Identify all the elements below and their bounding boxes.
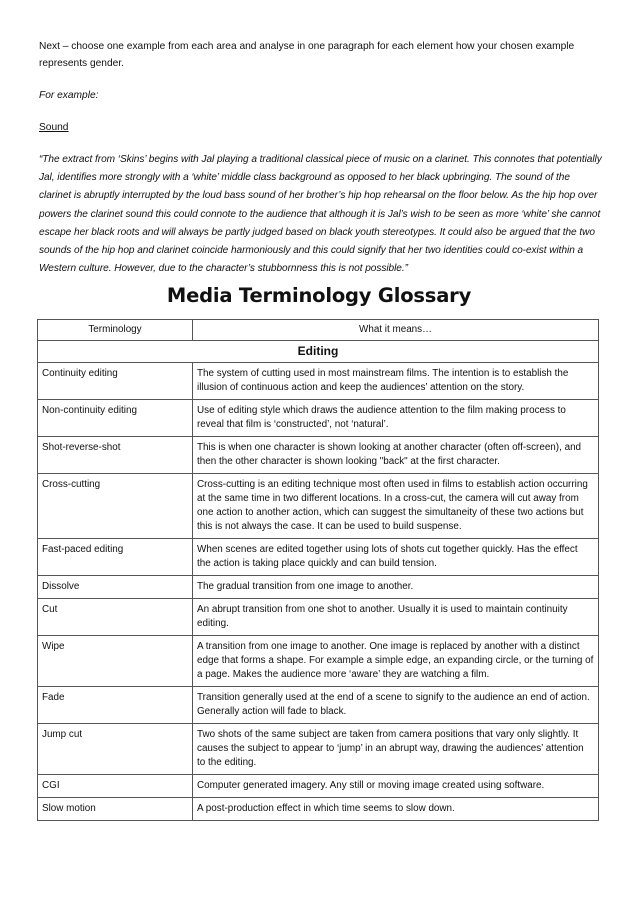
- meaning-header: What it means…: [193, 320, 599, 341]
- table-row: [38, 775, 599, 798]
- table-row: [38, 687, 599, 724]
- definition-cell: Transition generally used at the end of a scene to signify to the audience an end of action. Generally action will fade to black.: [193, 687, 599, 724]
- definition-cell: Two shots of the same subject are taken from camera positions that vary only slightly. It causes the subject to appear to ‘jump’ in an abrupt way, drawing the audiences’ attention to the editing.: [193, 724, 599, 775]
- term-cell: Cross-cutting: [38, 474, 193, 539]
- term-cell: CGI: [38, 775, 193, 798]
- table-row: [38, 437, 599, 474]
- table-row: [38, 636, 599, 687]
- term-cell: Jump cut: [38, 724, 193, 775]
- table-row: [38, 599, 599, 636]
- glossary-table: [37, 319, 599, 821]
- glossary-header-row: [38, 320, 599, 341]
- definition-cell: Cross-cutting is an editing technique most often used in films to establish action occurring at the same time in two different locations. In a cross-cut, the camera will cut away from one action to another action, which can suggest the simultaneity of these two actions but this is not always the case. It can be used to build suspense.: [193, 474, 599, 539]
- definition-cell: Use of editing style which draws the audience attention to the film making process to reveal that film is ‘constructed’, not ‘natural’.: [193, 400, 599, 437]
- table-row: [38, 474, 599, 539]
- terminology-header: Terminology: [38, 320, 193, 341]
- definition-cell: A transition from one image to another. One image is replaced by another with a distinct edge that forms a shape. For example a simple edge, an expanding circle, or the turning of a page. Makes the audience more ‘aware’ they are watching a film.: [193, 636, 599, 687]
- definition-cell: An abrupt transition from one shot to another. Usually it is used to maintain continuity editing.: [193, 599, 599, 636]
- table-row: [38, 798, 599, 821]
- definition-cell: This is when one character is shown looking at another character (often off-screen), and then the other character is shown looking "back" at the first character.: [193, 437, 599, 474]
- section-row: [38, 341, 599, 363]
- table-row: [38, 400, 599, 437]
- term-cell: Continuity editing: [38, 363, 193, 400]
- table-row: [38, 576, 599, 599]
- definition-cell: When scenes are edited together using lots of shots cut together quickly. Has the effect the action is taking place quickly and can build tension.: [193, 539, 599, 576]
- table-row: [38, 539, 599, 576]
- definition-cell: The system of cutting used in most mainstream films. The intention is to establish the illusion of continuous action and keep the audiences’ attention on the story.: [193, 363, 599, 400]
- table-row: [38, 724, 599, 775]
- instruction-text: Next – choose one example from each area and analyse in one paragraph for each element how your chosen example represents gender.: [39, 41, 575, 69]
- example-label: For example:: [39, 90, 99, 101]
- term-cell: Dissolve: [38, 576, 193, 599]
- term-cell: Wipe: [38, 636, 193, 687]
- term-cell: Fade: [38, 687, 193, 724]
- section-heading-editing: Editing: [38, 341, 599, 363]
- sound-heading: Sound: [39, 122, 69, 133]
- glossary-title: Media Terminology Glossary: [166, 284, 472, 307]
- example-quote: “The extract from ‘Skins’ begins with Jal playing a traditional classical piece of music on a clarinet. This connotes that potentially Jal, identifies more strongly with a ‘white’ middle class background as opposed to her black upbringing. The sound of the clarinet is abruptly interrupted by the loud bass sound of her brother’s hip hop rehearsal on the floor below. As the hip hop over powers the clarinet sound this could connote to the audience that although it is Jal’s wish to be seen as more ‘white’ she cannot escape her black roots and will always be partly judged based on black youth stereotypes. It could also be argued that the two sounds of the hip hop and clarinet coincide harmoniously and this could signify that her two identities could co-exist within a Western culture. However, due to the character’s stubbornness this is not possible.”: [39, 154, 602, 275]
- term-cell: Non-continuity editing: [38, 400, 193, 437]
- term-cell: Cut: [38, 599, 193, 636]
- definition-cell: The gradual transition from one image to another.: [193, 576, 599, 599]
- intro-section: [39, 38, 604, 278]
- definition-cell: Computer generated imagery. Any still or moving image created using software.: [193, 775, 599, 798]
- term-cell: Slow motion: [38, 798, 193, 821]
- table-row: [38, 363, 599, 400]
- term-cell: Fast-paced editing: [38, 539, 193, 576]
- term-cell: Shot-reverse-shot: [38, 437, 193, 474]
- definition-cell: A post-production effect in which time seems to slow down.: [193, 798, 599, 821]
